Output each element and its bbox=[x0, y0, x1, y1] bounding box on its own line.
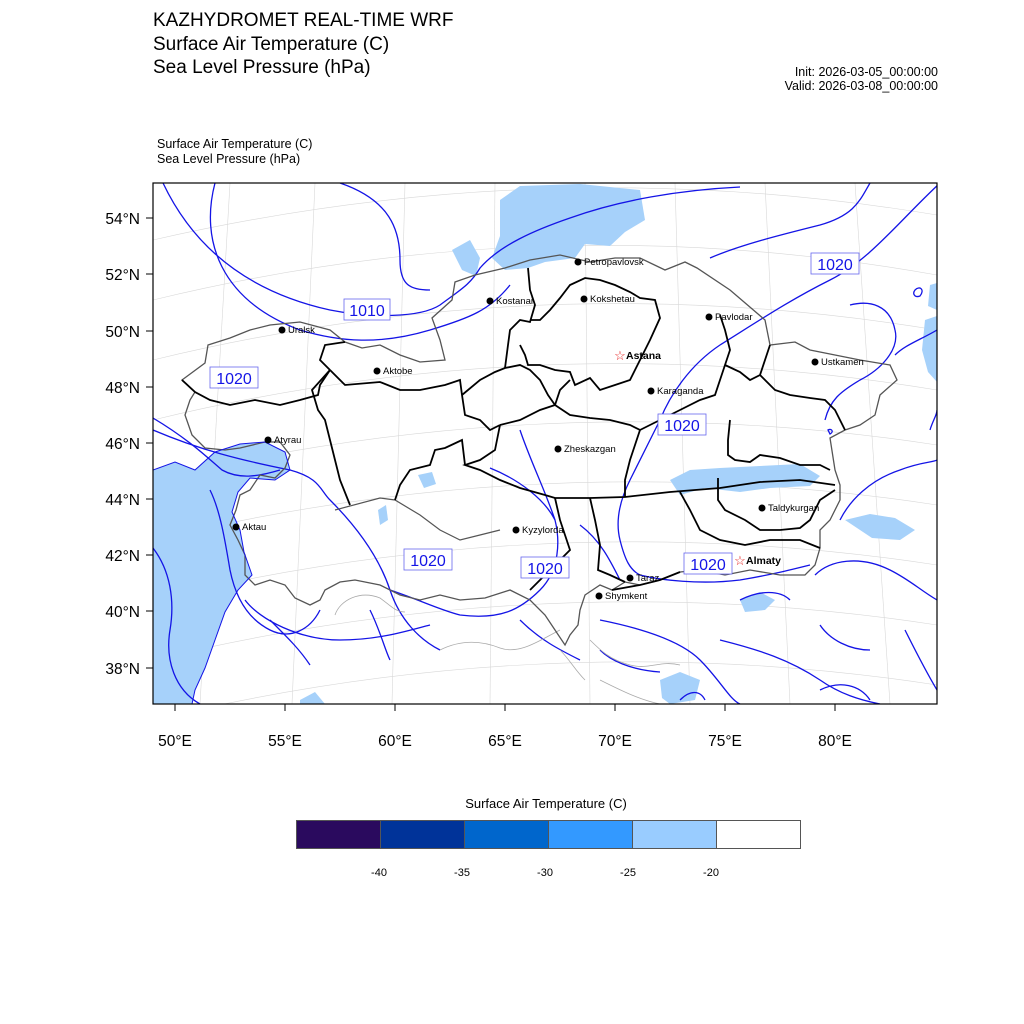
lat-label: 50°N bbox=[105, 324, 140, 341]
isobar-label: 1020 bbox=[410, 553, 446, 570]
city-label: Taldykurgan bbox=[768, 503, 820, 514]
city-label: Uralsk bbox=[288, 325, 315, 336]
subtitle-line-1: Surface Air Temperature (C) bbox=[157, 137, 313, 151]
city-dot bbox=[648, 388, 655, 395]
lat-label: 46°N bbox=[105, 436, 140, 453]
lat-label: 54°N bbox=[105, 211, 140, 228]
city-dot bbox=[759, 505, 766, 512]
city-dot bbox=[233, 524, 240, 531]
city-label: Kyzylorda bbox=[522, 525, 564, 536]
lat-label: 40°N bbox=[105, 604, 140, 621]
colorbar-title: Surface Air Temperature (C) bbox=[465, 796, 627, 811]
country-border bbox=[182, 255, 897, 645]
city-label: Karaganda bbox=[657, 386, 704, 397]
city-label: Zheskazgan bbox=[564, 444, 616, 455]
colorbar-label: -30 bbox=[537, 867, 553, 879]
city-label: Petropavlovsk bbox=[584, 257, 644, 268]
lat-label: 52°N bbox=[105, 267, 140, 284]
longitude-labels bbox=[158, 733, 852, 750]
city-label: Shymkent bbox=[605, 591, 648, 602]
colorbar-swatch bbox=[716, 821, 800, 848]
isobar-label: 1020 bbox=[527, 561, 563, 578]
city-dot bbox=[279, 327, 286, 334]
lat-label: 48°N bbox=[105, 380, 140, 397]
lon-label: 55°E bbox=[268, 733, 302, 750]
lon-label: 60°E bbox=[378, 733, 412, 750]
city-dot bbox=[575, 259, 582, 266]
valid-time: Valid: 2026-03-08_00:00:00 bbox=[784, 79, 938, 93]
title-line-2: Surface Air Temperature (C) bbox=[153, 34, 390, 55]
lon-label: 75°E bbox=[708, 733, 742, 750]
title-line-1: KAZHYDROMET REAL-TIME WRF bbox=[153, 10, 454, 31]
lon-label: 50°E bbox=[158, 733, 192, 750]
subtitle-line-2: Sea Level Pressure (hPa) bbox=[157, 152, 301, 166]
colorbar-swatch bbox=[380, 821, 464, 848]
city-label: Astana bbox=[626, 350, 662, 362]
city-label: Aktobe bbox=[383, 366, 413, 377]
lat-label: 44°N bbox=[105, 492, 140, 509]
colorbar-label: -35 bbox=[454, 867, 470, 879]
city-label: Aktau bbox=[242, 522, 267, 533]
colorbar-label: -40 bbox=[371, 867, 387, 879]
lat-label: 42°N bbox=[105, 548, 140, 565]
isobar-label: 1010 bbox=[349, 303, 385, 320]
city-dot bbox=[812, 359, 819, 366]
init-time: Init: 2026-03-05_00:00:00 bbox=[794, 65, 938, 79]
lon-label: 65°E bbox=[488, 733, 522, 750]
city-label: Atyrau bbox=[274, 435, 302, 446]
city-dot bbox=[706, 314, 713, 321]
city-label: Pavlodar bbox=[715, 312, 753, 323]
colorbar-swatch bbox=[464, 821, 548, 848]
colorbar-swatch bbox=[548, 821, 632, 848]
city-label: Ustkamen bbox=[821, 357, 864, 368]
colorbar-swatch bbox=[297, 821, 380, 848]
city-dot bbox=[627, 575, 634, 582]
capital-star-icon: ☆ bbox=[734, 553, 746, 568]
lat-label: 38°N bbox=[105, 661, 140, 678]
city-label: Kostanai bbox=[496, 296, 533, 307]
colorbar-label: -25 bbox=[620, 867, 636, 879]
city-dot bbox=[581, 296, 588, 303]
city-dot bbox=[596, 593, 603, 600]
title-line-3: Sea Level Pressure (hPa) bbox=[153, 57, 371, 78]
city-label: Taraz bbox=[636, 573, 660, 584]
isobar-label: 1020 bbox=[216, 371, 252, 388]
isobar-label: 1020 bbox=[690, 557, 726, 574]
colorbar bbox=[296, 820, 801, 849]
lon-label: 70°E bbox=[598, 733, 632, 750]
isobar-label: 1020 bbox=[817, 257, 853, 274]
isobar-label: 1020 bbox=[664, 418, 700, 435]
city-dot bbox=[555, 446, 562, 453]
city-dot bbox=[374, 368, 381, 375]
colorbar-label: -20 bbox=[703, 867, 719, 879]
latitude-labels bbox=[105, 211, 140, 678]
city-dot bbox=[265, 437, 272, 444]
city-label: Kokshetau bbox=[590, 294, 635, 305]
city-label: Almaty bbox=[746, 555, 782, 567]
capital-star-icon: ☆ bbox=[614, 348, 626, 363]
colorbar-swatch bbox=[632, 821, 716, 848]
city-dot bbox=[487, 298, 494, 305]
city-dot bbox=[513, 527, 520, 534]
lon-label: 80°E bbox=[818, 733, 852, 750]
